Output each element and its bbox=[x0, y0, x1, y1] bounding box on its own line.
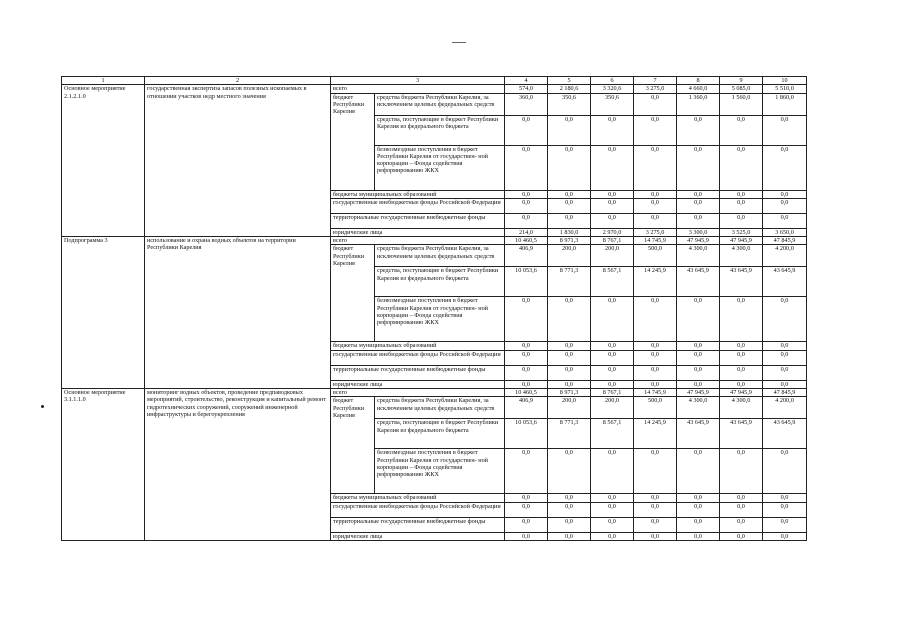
value-cell: 14 745,9 bbox=[634, 389, 677, 397]
value-cell: 0,0 bbox=[720, 115, 763, 145]
value-cell: 0,0 bbox=[677, 350, 720, 365]
source-label: государственные внебюджетные фонды Российской Федерации bbox=[331, 198, 505, 213]
value-cell: 0,0 bbox=[591, 297, 634, 342]
header-cell: 10 bbox=[763, 77, 807, 85]
budget-table bbox=[61, 76, 807, 541]
value-cell: 0,0 bbox=[720, 297, 763, 342]
value-cell: 0,0 bbox=[634, 380, 677, 388]
value-cell: 0,0 bbox=[505, 115, 548, 145]
value-cell: 0,0 bbox=[720, 494, 763, 502]
margin-dot bbox=[41, 405, 44, 408]
value-cell: 10 460,5 bbox=[505, 237, 548, 245]
value-cell: 0,0 bbox=[677, 297, 720, 342]
value-cell: 0,0 bbox=[677, 145, 720, 190]
source-label: средства бюджета Республики Карелия, за исключением целевых федеральных средств bbox=[375, 245, 505, 267]
value-cell: 1 560,0 bbox=[720, 93, 763, 115]
row-name: государственная экспертиза запасов полезных ископаемых в отношении участков недр местного значения bbox=[145, 85, 331, 237]
budget-group-label: бюджет Республики Карелия bbox=[331, 93, 375, 190]
source-label: территориальные государственные внебюджетные фонды bbox=[331, 213, 505, 228]
header-cell: 9 bbox=[720, 77, 763, 85]
value-cell: 43 645,9 bbox=[763, 419, 807, 449]
value-cell: 8 971,3 bbox=[548, 237, 591, 245]
value-cell: 0,0 bbox=[591, 115, 634, 145]
value-cell: 0,0 bbox=[505, 532, 548, 540]
value-cell: 0,0 bbox=[720, 502, 763, 517]
value-cell: 200,0 bbox=[591, 397, 634, 419]
value-cell: 0,0 bbox=[720, 517, 763, 532]
value-cell: 0,0 bbox=[720, 365, 763, 380]
value-cell: 0,0 bbox=[548, 502, 591, 517]
value-cell: 0,0 bbox=[591, 198, 634, 213]
value-cell: 0,0 bbox=[505, 145, 548, 190]
value-cell: 0,0 bbox=[720, 342, 763, 350]
source-label: государственные внебюджетные фонды Российской Федерации bbox=[331, 502, 505, 517]
source-label: средства, поступающие в бюджет Республики Карелия из федерального бюджета bbox=[375, 419, 505, 449]
value-cell: 47 845,9 bbox=[763, 389, 807, 397]
source-label: бюджеты муниципальных образований bbox=[331, 494, 505, 502]
value-cell: 0,0 bbox=[591, 449, 634, 494]
value-cell: 0,0 bbox=[677, 190, 720, 198]
value-cell: 43 645,9 bbox=[720, 267, 763, 297]
value-cell: 0,0 bbox=[677, 532, 720, 540]
value-cell: 0,0 bbox=[763, 342, 807, 350]
value-cell: 0,0 bbox=[548, 449, 591, 494]
value-cell: 0,0 bbox=[634, 350, 677, 365]
value-cell: 0,0 bbox=[548, 213, 591, 228]
value-cell: 0,0 bbox=[720, 380, 763, 388]
row-label: Основное мероприятие 2.1.2.1.0 bbox=[62, 85, 145, 237]
value-cell: 0,0 bbox=[720, 213, 763, 228]
header-cell: 8 bbox=[677, 77, 720, 85]
value-cell: 0,0 bbox=[720, 449, 763, 494]
value-cell: 0,0 bbox=[591, 532, 634, 540]
value-cell: 0,0 bbox=[591, 190, 634, 198]
value-cell: 10 053,6 bbox=[505, 419, 548, 449]
value-cell: 0,0 bbox=[548, 198, 591, 213]
value-cell: 3 650,0 bbox=[763, 228, 807, 236]
value-cell: 0,0 bbox=[548, 190, 591, 198]
value-cell: 4 300,0 bbox=[677, 397, 720, 419]
value-cell: 0,0 bbox=[763, 115, 807, 145]
header-cell: 4 bbox=[505, 77, 548, 85]
value-cell: 406,9 bbox=[505, 397, 548, 419]
value-cell: 8 567,1 bbox=[591, 419, 634, 449]
value-cell: 0,0 bbox=[763, 380, 807, 388]
row-label: Подпрограмма 3 bbox=[62, 237, 145, 389]
source-label: средства, поступающие в бюджет Республики Карелия из федерального бюджета bbox=[375, 115, 505, 145]
value-cell: 0,0 bbox=[505, 494, 548, 502]
value-cell: 4 200,0 bbox=[763, 397, 807, 419]
value-cell: 0,0 bbox=[677, 198, 720, 213]
value-cell: 10 460,5 bbox=[505, 389, 548, 397]
value-cell: 8 567,1 bbox=[591, 267, 634, 297]
value-cell: 0,0 bbox=[677, 449, 720, 494]
header-cell: 6 bbox=[591, 77, 634, 85]
value-cell: 0,0 bbox=[677, 213, 720, 228]
source-label: государственные внебюджетные фонды Российской Федерации bbox=[331, 350, 505, 365]
value-cell: 0,0 bbox=[505, 365, 548, 380]
value-cell: 0,0 bbox=[591, 502, 634, 517]
source-label: средства, поступающие в бюджет Республики Карелия из федерального бюджета bbox=[375, 267, 505, 297]
value-cell: 0,0 bbox=[548, 380, 591, 388]
value-cell: 0,0 bbox=[720, 190, 763, 198]
value-cell: 0,0 bbox=[763, 297, 807, 342]
value-cell: 406,9 bbox=[505, 245, 548, 267]
value-cell: 2 970,0 bbox=[591, 228, 634, 236]
value-cell: 500,0 bbox=[634, 397, 677, 419]
source-label: бюджеты муниципальных образований bbox=[331, 342, 505, 350]
value-cell: 0,0 bbox=[634, 342, 677, 350]
value-cell: 0,0 bbox=[634, 494, 677, 502]
value-cell: 0,0 bbox=[763, 517, 807, 532]
value-cell: 0,0 bbox=[634, 449, 677, 494]
value-cell: 0,0 bbox=[505, 342, 548, 350]
value-cell: 14 245,9 bbox=[634, 419, 677, 449]
value-cell: 0,0 bbox=[634, 502, 677, 517]
value-cell: 3 275,0 bbox=[634, 85, 677, 93]
value-cell: 0,0 bbox=[763, 532, 807, 540]
value-cell: 43 645,9 bbox=[677, 419, 720, 449]
value-cell: 0,0 bbox=[505, 502, 548, 517]
value-cell: 0,0 bbox=[677, 115, 720, 145]
value-cell: 3 525,0 bbox=[720, 228, 763, 236]
value-cell: 0,0 bbox=[548, 350, 591, 365]
value-cell: 0,0 bbox=[720, 532, 763, 540]
source-label: юридические лица bbox=[331, 532, 505, 540]
value-cell: 8 767,1 bbox=[591, 389, 634, 397]
value-cell: 0,0 bbox=[634, 93, 677, 115]
value-cell: 0,0 bbox=[505, 380, 548, 388]
value-cell: 0,0 bbox=[677, 517, 720, 532]
value-cell: 47 945,9 bbox=[720, 237, 763, 245]
value-cell: 0,0 bbox=[763, 213, 807, 228]
value-cell: 3 320,6 bbox=[591, 85, 634, 93]
source-label: юридические лица bbox=[331, 228, 505, 236]
value-cell: 0,0 bbox=[763, 494, 807, 502]
source-label: безвозмездные поступления в бюджет Республики Карелия от государствен- ной корпорации – Фонда содействия реформированию ЖКХ bbox=[375, 449, 505, 494]
value-cell: 0,0 bbox=[548, 115, 591, 145]
value-cell: 0,0 bbox=[548, 517, 591, 532]
value-cell: 47 945,9 bbox=[720, 389, 763, 397]
value-cell: 214,0 bbox=[505, 228, 548, 236]
value-cell: 1 860,0 bbox=[763, 93, 807, 115]
source-label: всего bbox=[331, 85, 505, 93]
value-cell: 0,0 bbox=[763, 198, 807, 213]
value-cell: 0,0 bbox=[634, 198, 677, 213]
value-cell: 3 300,0 bbox=[677, 228, 720, 236]
value-cell: 0,0 bbox=[591, 145, 634, 190]
header-cell: 3 bbox=[331, 77, 505, 85]
value-cell: 0,0 bbox=[505, 449, 548, 494]
value-cell: 0,0 bbox=[505, 350, 548, 365]
value-cell: 47 945,9 bbox=[677, 237, 720, 245]
source-label: безвозмездные поступления в бюджет Республики Карелия от государствен- ной корпорации – Фонда содействия реформированию ЖКХ bbox=[375, 145, 505, 190]
value-cell: 0,0 bbox=[634, 297, 677, 342]
value-cell: 0,0 bbox=[634, 115, 677, 145]
value-cell: 200,0 bbox=[548, 245, 591, 267]
value-cell: 200,0 bbox=[548, 397, 591, 419]
value-cell: 0,0 bbox=[634, 190, 677, 198]
value-cell: 0,0 bbox=[548, 342, 591, 350]
source-label: юридические лица bbox=[331, 380, 505, 388]
value-cell: 0,0 bbox=[634, 517, 677, 532]
value-cell: 200,0 bbox=[591, 245, 634, 267]
budget-group-label: бюджет Республики Карелия bbox=[331, 245, 375, 342]
value-cell: 0,0 bbox=[505, 297, 548, 342]
value-cell: 0,0 bbox=[634, 145, 677, 190]
value-cell: 3 275,0 bbox=[634, 228, 677, 236]
source-label: средства бюджета Республики Карелия, за исключением целевых федеральных средств bbox=[375, 93, 505, 115]
value-cell: 0,0 bbox=[677, 365, 720, 380]
value-cell: 0,0 bbox=[591, 517, 634, 532]
source-label: всего bbox=[331, 389, 505, 397]
source-label: безвозмездные поступления в бюджет Республики Карелия от государствен- ной корпорации – Фонда содействия реформированию ЖКХ bbox=[375, 297, 505, 342]
row-name: мониторинг водных объектов, проведение предпаводковых мероприятий, строительство, реконструкция и капитальный ремонт гидротехнических сооружений, сооружений инженерной инфраструктуры и берегоукрепления bbox=[145, 389, 331, 541]
value-cell: 2 180,6 bbox=[548, 85, 591, 93]
header-cell: 1 bbox=[62, 77, 145, 85]
value-cell: 0,0 bbox=[634, 532, 677, 540]
value-cell: 1 830,0 bbox=[548, 228, 591, 236]
table-row bbox=[62, 237, 807, 245]
value-cell: 4 660,0 bbox=[677, 85, 720, 93]
value-cell: 0,0 bbox=[591, 380, 634, 388]
value-cell: 5 510,0 bbox=[763, 85, 807, 93]
source-label: всего bbox=[331, 237, 505, 245]
value-cell: 8 771,3 bbox=[548, 419, 591, 449]
value-cell: 1 360,0 bbox=[677, 93, 720, 115]
value-cell: 43 645,9 bbox=[763, 267, 807, 297]
source-label: бюджеты муниципальных образований bbox=[331, 190, 505, 198]
value-cell: 574,0 bbox=[505, 85, 548, 93]
value-cell: 5 085,0 bbox=[720, 85, 763, 93]
value-cell: 0,0 bbox=[677, 342, 720, 350]
value-cell: 0,0 bbox=[591, 342, 634, 350]
value-cell: 0,0 bbox=[677, 494, 720, 502]
source-label: средства бюджета Республики Карелия, за исключением целевых федеральных средств bbox=[375, 397, 505, 419]
value-cell: 0,0 bbox=[634, 213, 677, 228]
value-cell: 8 767,1 bbox=[591, 237, 634, 245]
value-cell: 0,0 bbox=[763, 365, 807, 380]
value-cell: 0,0 bbox=[548, 365, 591, 380]
budget-group-label: бюджет Республики Карелия bbox=[331, 397, 375, 494]
value-cell: 0,0 bbox=[591, 213, 634, 228]
value-cell: 0,0 bbox=[763, 190, 807, 198]
value-cell: 47 945,9 bbox=[677, 389, 720, 397]
value-cell: 0,0 bbox=[634, 365, 677, 380]
value-cell: 0,0 bbox=[548, 145, 591, 190]
value-cell: 47 845,9 bbox=[763, 237, 807, 245]
value-cell: 0,0 bbox=[505, 190, 548, 198]
value-cell: 10 053,6 bbox=[505, 267, 548, 297]
value-cell: 0,0 bbox=[505, 198, 548, 213]
header-row bbox=[62, 77, 807, 85]
value-cell: 14 745,9 bbox=[634, 237, 677, 245]
value-cell: 14 245,9 bbox=[634, 267, 677, 297]
source-label: территориальные государственные внебюджетные фонды bbox=[331, 517, 505, 532]
value-cell: 43 645,9 bbox=[677, 267, 720, 297]
value-cell: 0,0 bbox=[591, 350, 634, 365]
value-cell: 0,0 bbox=[677, 502, 720, 517]
scan-mark bbox=[452, 42, 466, 43]
table-row bbox=[62, 85, 807, 93]
header-cell: 5 bbox=[548, 77, 591, 85]
table-body bbox=[62, 85, 807, 541]
value-cell: 8 771,3 bbox=[548, 267, 591, 297]
value-cell: 350,6 bbox=[591, 93, 634, 115]
value-cell: 4 300,0 bbox=[677, 245, 720, 267]
value-cell: 0,0 bbox=[505, 517, 548, 532]
value-cell: 0,0 bbox=[591, 494, 634, 502]
value-cell: 0,0 bbox=[720, 350, 763, 365]
value-cell: 350,6 bbox=[548, 93, 591, 115]
value-cell: 0,0 bbox=[720, 198, 763, 213]
value-cell: 43 645,9 bbox=[720, 419, 763, 449]
table-row bbox=[62, 389, 807, 397]
value-cell: 0,0 bbox=[677, 380, 720, 388]
value-cell: 0,0 bbox=[763, 502, 807, 517]
value-cell: 0,0 bbox=[548, 532, 591, 540]
value-cell: 0,0 bbox=[548, 297, 591, 342]
value-cell: 0,0 bbox=[548, 494, 591, 502]
value-cell: 0,0 bbox=[720, 145, 763, 190]
row-label: Основное мероприятие 3.1.1.1.0 bbox=[62, 389, 145, 541]
value-cell: 0,0 bbox=[763, 449, 807, 494]
value-cell: 4 200,0 bbox=[763, 245, 807, 267]
header-cell: 2 bbox=[145, 77, 331, 85]
value-cell: 0,0 bbox=[763, 145, 807, 190]
value-cell: 4 300,0 bbox=[720, 397, 763, 419]
value-cell: 4 300,0 bbox=[720, 245, 763, 267]
header-cell: 7 bbox=[634, 77, 677, 85]
value-cell: 360,0 bbox=[505, 93, 548, 115]
value-cell: 500,0 bbox=[634, 245, 677, 267]
source-label: территориальные государственные внебюджетные фонды bbox=[331, 365, 505, 380]
row-name: использование и охрана водных объектов на территории Республики Карелия bbox=[145, 237, 331, 389]
value-cell: 0,0 bbox=[763, 350, 807, 365]
value-cell: 0,0 bbox=[591, 365, 634, 380]
value-cell: 0,0 bbox=[505, 213, 548, 228]
value-cell: 8 971,3 bbox=[548, 389, 591, 397]
